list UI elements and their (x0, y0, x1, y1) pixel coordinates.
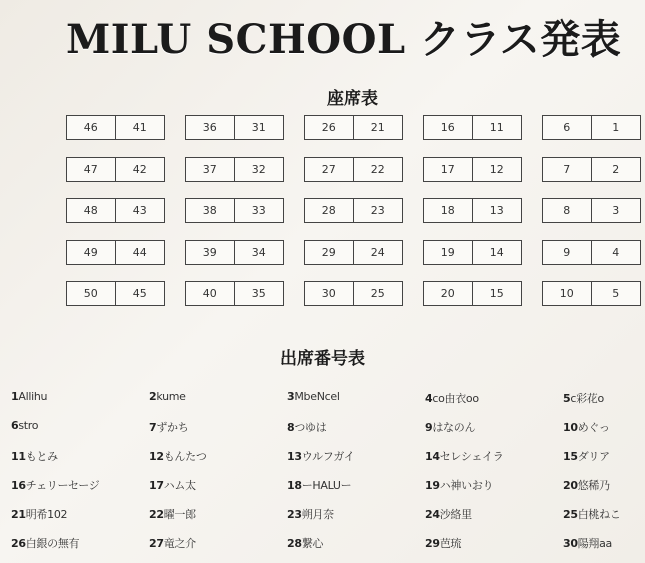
student-name: 沙絡里 (439, 508, 472, 521)
seat-row (66, 240, 641, 265)
student-name: 朔月奈 (301, 508, 334, 521)
seat-cell: 42 (116, 157, 166, 182)
student-entry (149, 419, 287, 448)
student-entry (149, 477, 287, 506)
student-name: めぐっ (577, 421, 610, 434)
student-entry (11, 506, 149, 535)
seat-cell: 10 (542, 281, 592, 306)
seat-cell: 25 (354, 281, 404, 306)
seat-cell: 16 (423, 115, 473, 140)
seat-cell: 12 (473, 157, 523, 182)
student-name: 悠稀乃 (577, 479, 610, 492)
seat-cell: 47 (66, 157, 116, 182)
seat-cell: 34 (235, 240, 285, 265)
student-name: stro (18, 419, 39, 432)
student-entry (425, 448, 563, 477)
student-entry (563, 390, 641, 419)
seat-pair (66, 198, 165, 223)
seat-pair (66, 281, 165, 306)
seat-cell: 48 (66, 198, 116, 223)
seat-cell: 35 (235, 281, 285, 306)
seat-cell: 41 (116, 115, 166, 140)
seat-cell: 6 (542, 115, 592, 140)
seat-pair (185, 198, 284, 223)
seat-row (66, 115, 641, 140)
student-name: もんたつ (163, 450, 207, 463)
student-number: 12 (149, 450, 164, 463)
seat-cell: 4 (592, 240, 642, 265)
attendance-list-heading: 出席番号表 (280, 349, 365, 369)
seat-pair (423, 198, 522, 223)
seat-cell: 39 (185, 240, 235, 265)
student-number: 27 (149, 537, 164, 550)
seat-pair (542, 115, 641, 140)
student-name: MbeNcel (294, 390, 340, 403)
seat-pair (423, 240, 522, 265)
seat-cell: 45 (116, 281, 166, 306)
student-number: 18 (287, 479, 302, 492)
student-number: 14 (425, 450, 440, 463)
seat-cell: 21 (354, 115, 404, 140)
student-name: もとみ (25, 450, 58, 463)
seat-pair (304, 198, 403, 223)
seat-cell: 5 (592, 281, 642, 306)
student-entry (11, 448, 149, 477)
seat-cell: 7 (542, 157, 592, 182)
seat-cell: 18 (423, 198, 473, 223)
attendance-list (11, 390, 641, 563)
seat-cell: 36 (185, 115, 235, 140)
seat-row (66, 198, 641, 223)
student-name: ずかち (156, 421, 189, 434)
seat-cell: 14 (473, 240, 523, 265)
seat-pair (423, 115, 522, 140)
seat-cell: 37 (185, 157, 235, 182)
student-number: 19 (425, 479, 440, 492)
seat-pair (66, 157, 165, 182)
seat-pair (423, 157, 522, 182)
student-entry (287, 390, 425, 419)
seat-cell: 24 (354, 240, 404, 265)
student-name: ハ神いおり (439, 479, 494, 492)
seat-pair (304, 240, 403, 265)
student-entry (425, 506, 563, 535)
student-number: 8 (287, 421, 295, 434)
student-name: ハム太 (163, 479, 196, 492)
student-number: 3 (287, 390, 295, 403)
seat-pair (185, 157, 284, 182)
seat-cell: 22 (354, 157, 404, 182)
student-entry (11, 477, 149, 506)
seat-cell: 46 (66, 115, 116, 140)
student-entry (563, 448, 641, 477)
page-title: MILU SCHOOL クラス発表 (66, 16, 622, 63)
seat-cell: 9 (542, 240, 592, 265)
student-name: 竜之介 (163, 537, 196, 550)
seat-pair (542, 281, 641, 306)
student-entry (425, 419, 563, 448)
student-entry (287, 506, 425, 535)
student-name: 繋心 (301, 537, 324, 550)
student-entry (287, 535, 425, 563)
student-name: セレシェイラ (439, 450, 504, 463)
seat-cell: 28 (304, 198, 354, 223)
student-number: 1 (11, 390, 19, 403)
seat-cell: 38 (185, 198, 235, 223)
student-name: c彩花o (570, 392, 604, 405)
seat-pair (304, 281, 403, 306)
seat-cell: 50 (66, 281, 116, 306)
student-number: 10 (563, 421, 578, 434)
student-entry (11, 535, 149, 563)
student-entry (425, 477, 563, 506)
student-number: 29 (425, 537, 440, 550)
student-name: はなのん (432, 421, 476, 434)
student-number: 13 (287, 450, 302, 463)
seat-cell: 11 (473, 115, 523, 140)
seat-pair (66, 115, 165, 140)
student-number: 11 (11, 450, 26, 463)
student-entry (563, 506, 641, 535)
seat-pair (542, 198, 641, 223)
student-number: 24 (425, 508, 440, 521)
seat-cell: 3 (592, 198, 642, 223)
student-name: 白銀の無有 (25, 537, 80, 550)
student-entry (11, 419, 149, 448)
seat-cell: 20 (423, 281, 473, 306)
student-number: 20 (563, 479, 578, 492)
seat-pair (542, 240, 641, 265)
student-number: 16 (11, 479, 26, 492)
seat-pair (66, 240, 165, 265)
student-name: ウルフガイ (301, 450, 355, 463)
student-entry (425, 535, 563, 563)
student-entry (425, 390, 563, 419)
student-number: 23 (287, 508, 302, 521)
student-name: kume (156, 390, 186, 403)
seat-cell: 2 (592, 157, 642, 182)
seat-pair (185, 115, 284, 140)
student-number: 30 (563, 537, 578, 550)
student-entry (149, 448, 287, 477)
seat-row (66, 281, 641, 306)
seat-cell: 29 (304, 240, 354, 265)
student-entry (287, 477, 425, 506)
student-entry (287, 419, 425, 448)
seat-pair (304, 157, 403, 182)
seat-row (66, 157, 641, 182)
seat-pair (185, 281, 284, 306)
seat-cell: 23 (354, 198, 404, 223)
seat-pair (542, 157, 641, 182)
seat-cell: 49 (66, 240, 116, 265)
student-entry (563, 477, 641, 506)
student-name: co由衣oo (432, 392, 479, 405)
seat-cell: 43 (116, 198, 166, 223)
seat-pair (423, 281, 522, 306)
student-number: 2 (149, 390, 157, 403)
seat-pair (185, 240, 284, 265)
seating-chart-heading: 座席表 (327, 89, 378, 109)
student-entry (287, 448, 425, 477)
student-name: 明希102 (25, 508, 68, 521)
seat-cell: 1 (592, 115, 642, 140)
student-number: 26 (11, 537, 26, 550)
student-number: 4 (425, 392, 433, 405)
seat-cell: 30 (304, 281, 354, 306)
seat-cell: 31 (235, 115, 285, 140)
seat-cell: 19 (423, 240, 473, 265)
student-entry (149, 390, 287, 419)
student-name: チェリーセージ (25, 479, 100, 492)
student-name: 陽翔aa (577, 537, 613, 550)
seat-cell: 13 (473, 198, 523, 223)
student-number: 28 (287, 537, 302, 550)
seat-cell: 26 (304, 115, 354, 140)
seat-cell: 44 (116, 240, 166, 265)
student-entry (563, 419, 641, 448)
student-name: ーHALUー (301, 479, 352, 492)
student-number: 7 (149, 421, 157, 434)
student-number: 17 (149, 479, 164, 492)
student-name: 曜一郎 (163, 508, 196, 521)
student-name: Allihu (18, 390, 48, 403)
seat-cell: 15 (473, 281, 523, 306)
student-name: 白桃ねこ (577, 508, 621, 521)
student-number: 9 (425, 421, 433, 434)
student-number: 15 (563, 450, 578, 463)
seat-cell: 32 (235, 157, 285, 182)
student-entry (11, 390, 149, 419)
student-entry (149, 506, 287, 535)
seat-cell: 8 (542, 198, 592, 223)
student-name: ダリア (577, 450, 610, 463)
student-entry (563, 535, 641, 563)
seat-cell: 27 (304, 157, 354, 182)
student-number: 22 (149, 508, 164, 521)
student-number: 6 (11, 419, 19, 432)
student-name: 芭琉 (439, 537, 462, 550)
student-number: 25 (563, 508, 578, 521)
student-number: 21 (11, 508, 26, 521)
seating-chart (66, 115, 641, 323)
seat-cell: 17 (423, 157, 473, 182)
student-entry (149, 535, 287, 563)
student-number: 5 (563, 392, 571, 405)
student-name: つゆは (294, 421, 327, 434)
seat-cell: 40 (185, 281, 235, 306)
seat-cell: 33 (235, 198, 285, 223)
seat-pair (304, 115, 403, 140)
